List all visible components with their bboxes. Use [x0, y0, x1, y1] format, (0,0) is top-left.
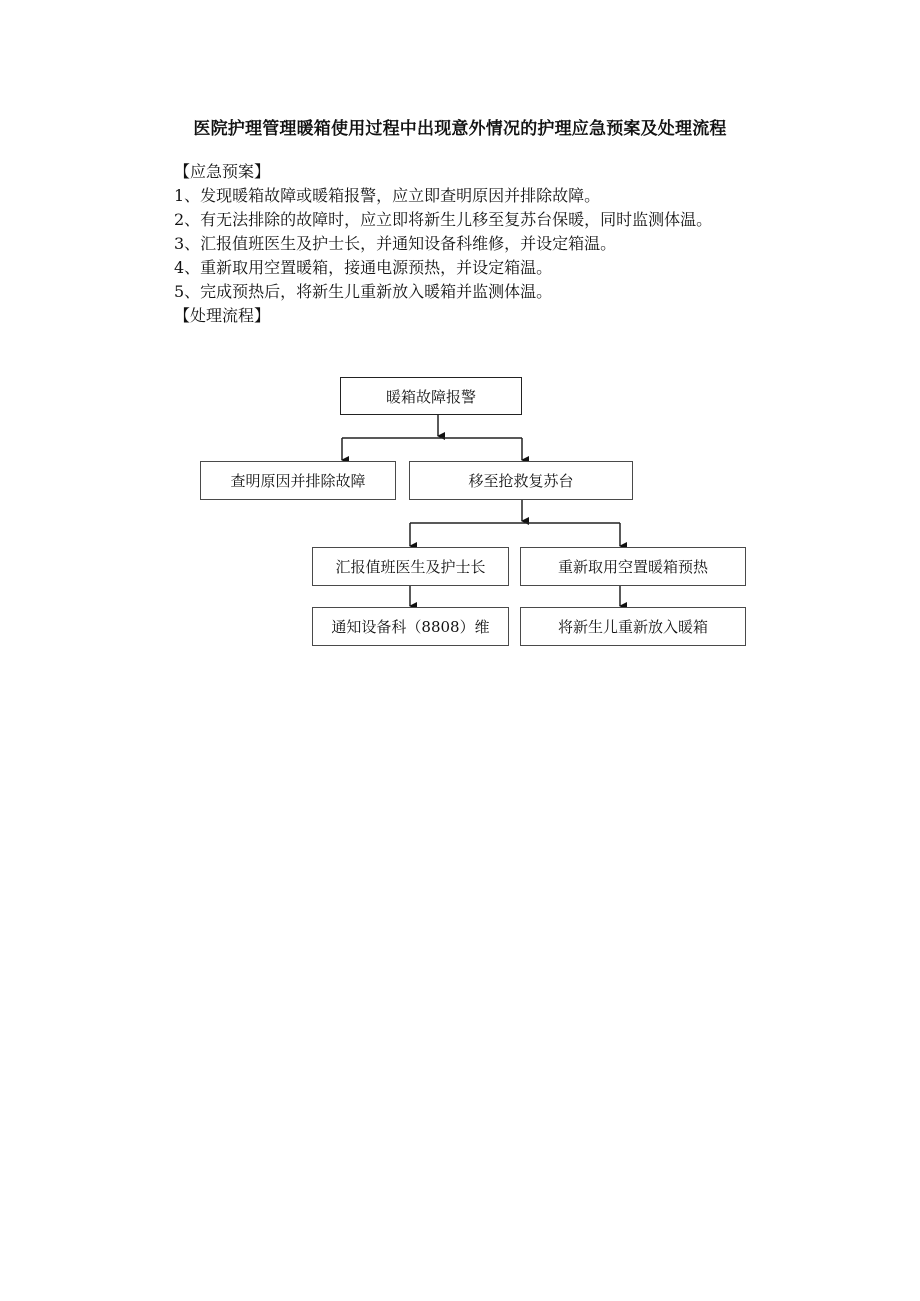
flow-box-notify-equipment — [312, 607, 509, 646]
flow-box-alarm — [340, 377, 522, 415]
flow-box-report-label: 汇报值班医生及护士长 — [335, 558, 486, 576]
document-title: 医院护理管理暖箱使用过程中出现意外情况的护理应急预案及处理流程 — [193, 119, 727, 139]
flow-box-put-back-label: 将新生儿重新放入暖箱 — [557, 618, 708, 636]
flow-box-alarm-label: 暖箱故障报警 — [385, 387, 476, 406]
step-1: 1、发现暖箱故障或暖箱报警，应立即查明原因并排除故障。 — [174, 186, 601, 205]
flow-box-report — [312, 547, 509, 586]
step-2: 2、有无法排除的故障时，应立即将新生儿移至复苏台保暖，同时监测体温。 — [174, 210, 713, 229]
flow-box-check-cause-label: 查明原因并排除故障 — [230, 472, 366, 490]
flow-box-new-incubator — [520, 547, 746, 586]
process-flow-heading: 【处理流程】 — [174, 306, 271, 325]
step-5: 5、完成预热后，将新生儿重新放入暖箱并监测体温。 — [174, 282, 553, 301]
step-4: 4、重新取用空置暖箱，接通电源预热，并设定箱温。 — [174, 258, 553, 277]
flow-box-notify-equipment-label: 通知设备科（8808）维 — [331, 618, 490, 636]
flow-box-move-to-table — [409, 461, 633, 500]
flow-box-move-to-table-label: 移至抢救复苏台 — [468, 472, 574, 490]
emergency-plan-heading: 【应急预案】 — [174, 162, 271, 181]
flow-box-put-back — [520, 607, 746, 646]
flow-box-new-incubator-label: 重新取用空置暖箱预热 — [557, 558, 708, 576]
step-3: 3、汇报值班医生及护士长，并通知设备科维修，并设定箱温。 — [174, 234, 617, 253]
flow-box-check-cause — [200, 461, 396, 500]
